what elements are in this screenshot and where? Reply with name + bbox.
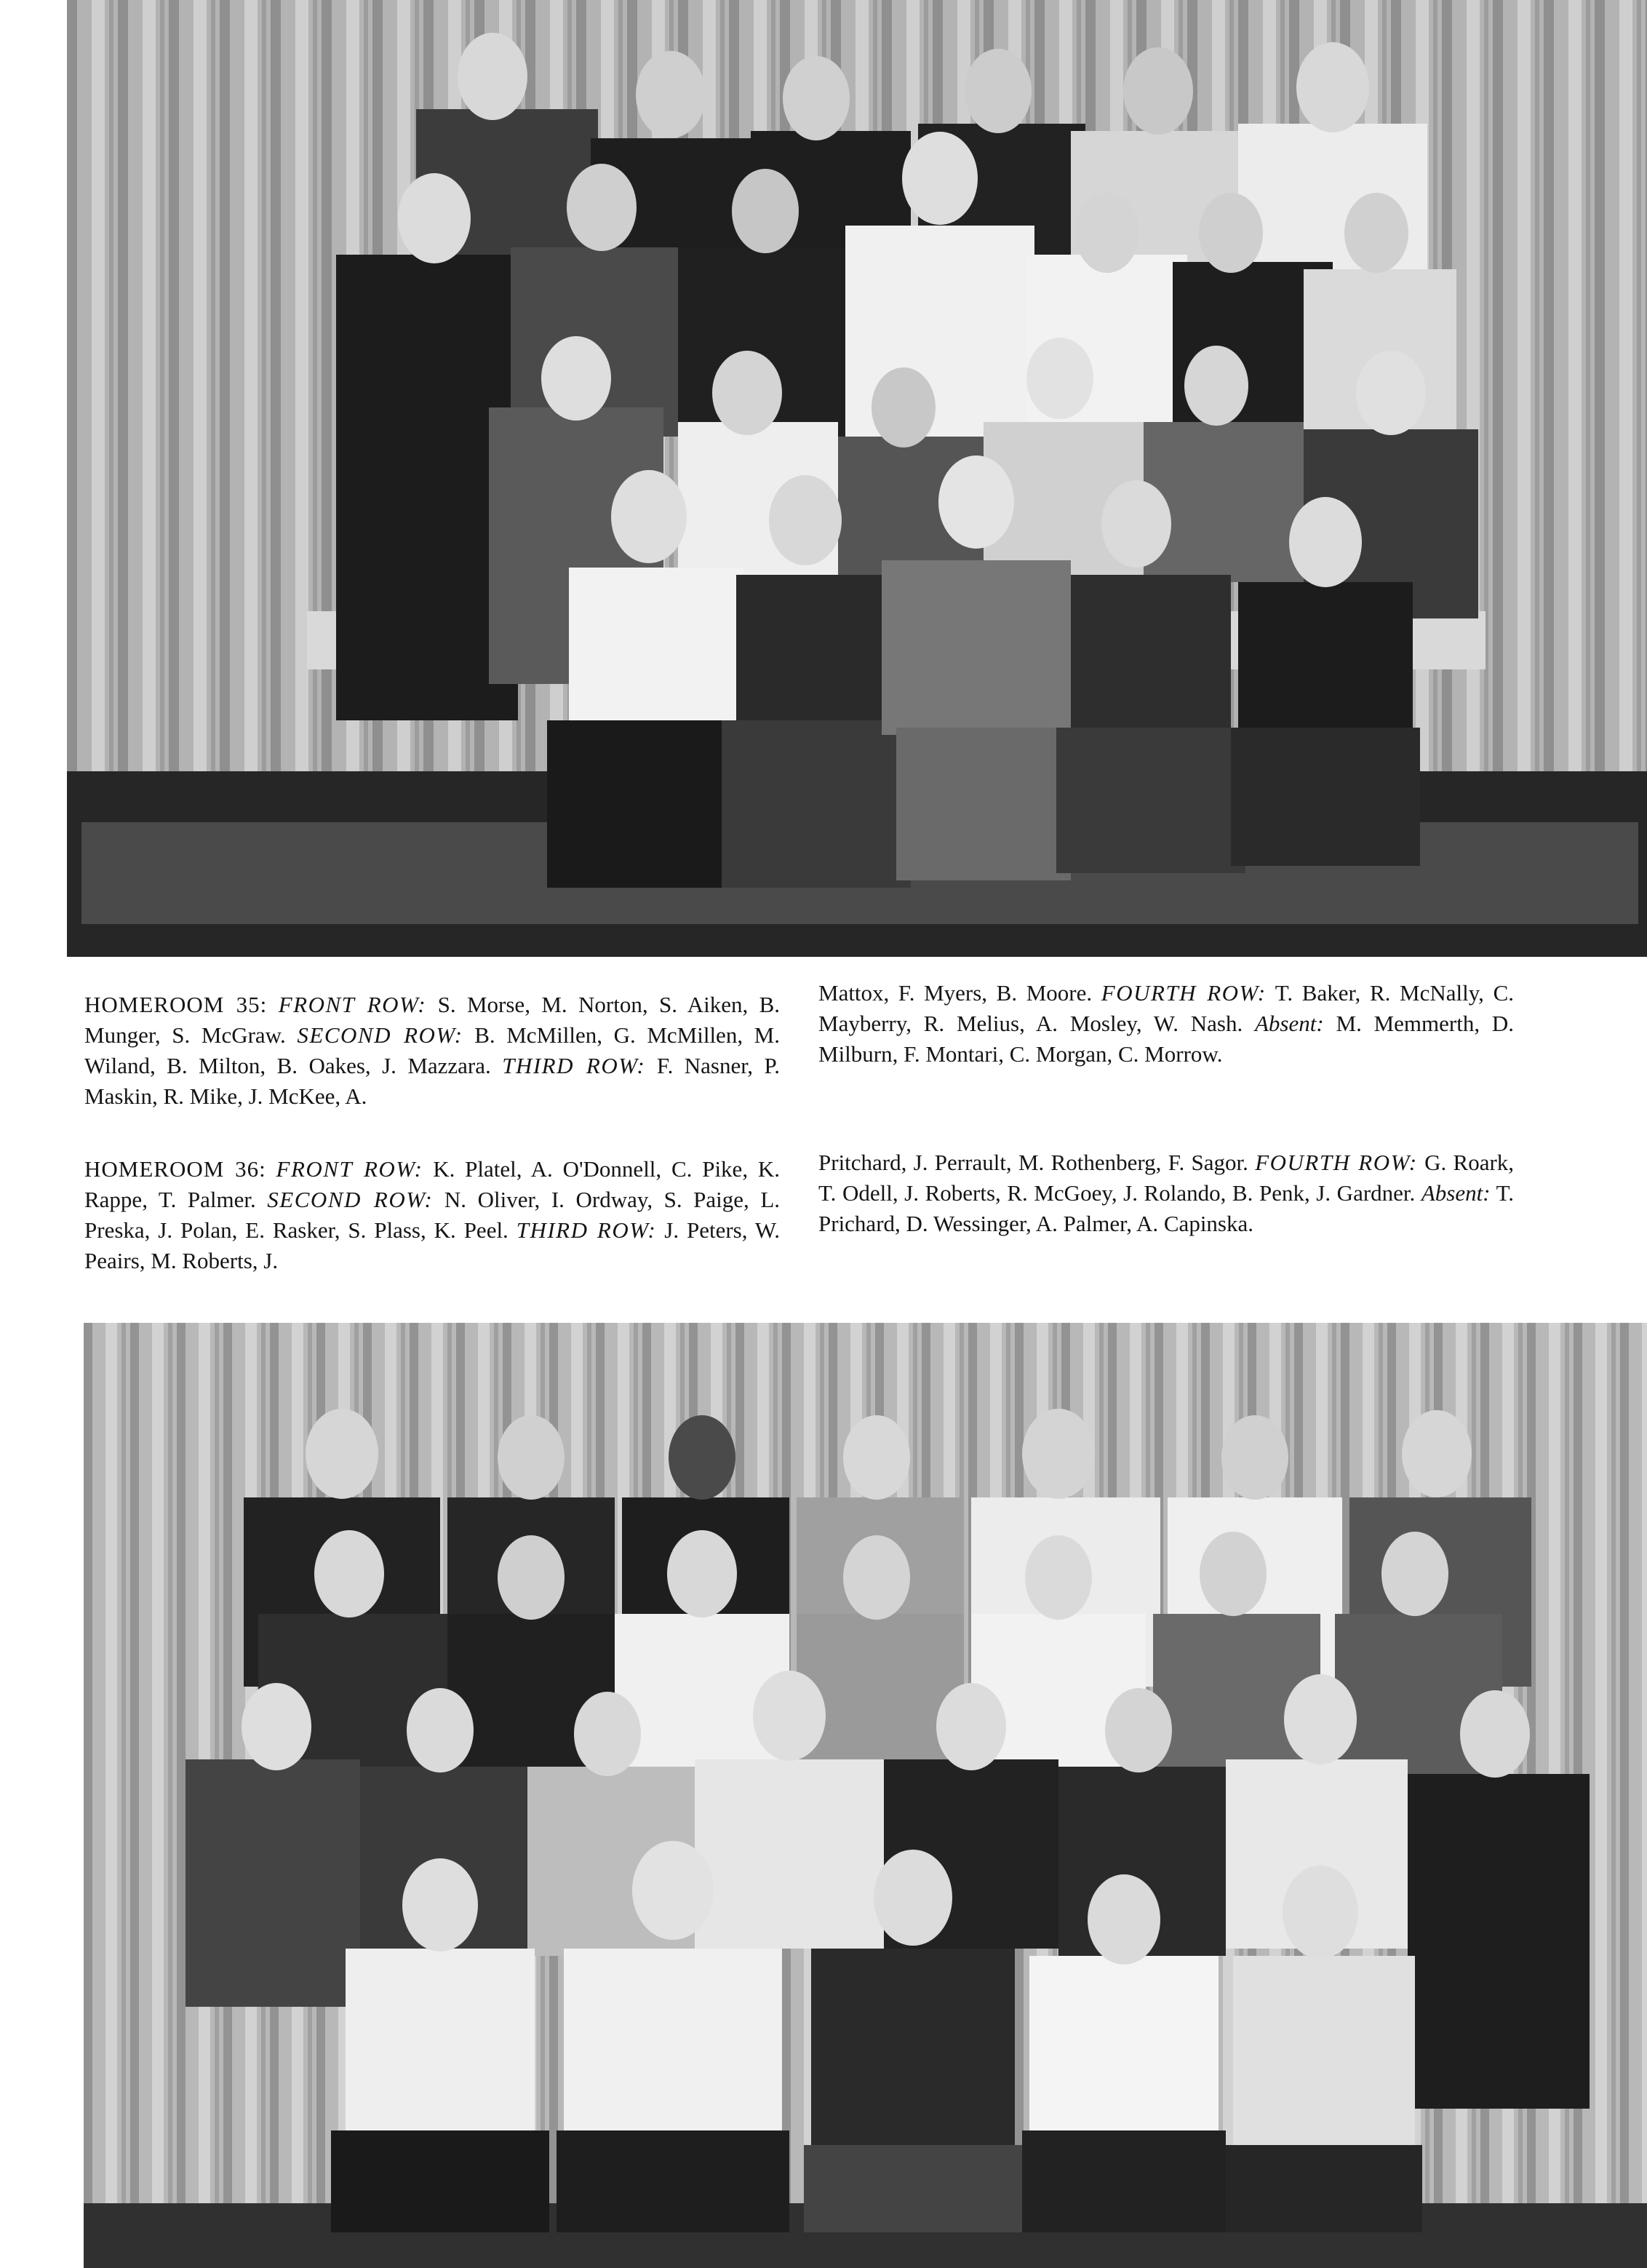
homeroom-36-second-row-names: N. Oliver, I. Ordway, S. Paige, L. Preska, J. Polan, E. Rasker, S. Plass, K. Peel. xyxy=(84,1187,781,1243)
homeroom-35-fourth-row-label: FOURTH ROW: xyxy=(1101,980,1267,1006)
homeroom-36-absent-names: T. Prichard, D. Wessinger, A. Palmer, A. Capinska. xyxy=(818,1180,1514,1236)
homeroom-36-heading: HOMEROOM 36: xyxy=(84,1156,266,1182)
homeroom-36-fourth-row-label: FOURTH ROW: xyxy=(1255,1150,1418,1175)
homeroom-36-caption-right xyxy=(818,1147,1514,1239)
homeroom-36-group-photo xyxy=(84,1323,1647,2268)
homeroom-36-front-row-label: FRONT ROW: xyxy=(276,1156,423,1182)
homeroom-36-fourth-row-names: G. Roark, T. Odell, J. Roberts, R. McGoey, J. Rolando, B. Penk, J. Gardner. xyxy=(818,1150,1515,1206)
homeroom-35-heading: HOMEROOM 35: xyxy=(84,992,268,1017)
homeroom-35-photo-drawing xyxy=(67,0,1647,957)
homeroom-35-group-photo xyxy=(67,0,1647,957)
homeroom-35-second-row-label: SECOND ROW: xyxy=(297,1022,463,1048)
homeroom-35-front-row-label: FRONT ROW: xyxy=(278,992,427,1017)
homeroom-36-caption-left xyxy=(84,1154,780,1276)
homeroom-36-photo-drawing xyxy=(84,1323,1647,2268)
homeroom-35-caption-left xyxy=(84,990,780,1112)
homeroom-35-third-row-names-end: Mattox, F. Myers, B. Moore. xyxy=(818,980,1093,1006)
homeroom-35-absent-label: Absent: xyxy=(1255,1011,1324,1036)
homeroom-36-third-row-label: THIRD ROW: xyxy=(516,1217,657,1243)
homeroom-35-front-row-names: S. Morse, M. Norton, S. Aiken, B. Munger, S. McGraw. xyxy=(84,992,781,1048)
homeroom-36-absent-label: Absent: xyxy=(1421,1180,1491,1206)
homeroom-36-front-row-names: K. Platel, A. O'Donnell, C. Pike, K. Rappe, T. Palmer. xyxy=(84,1156,781,1212)
homeroom-36-third-row-names-end: Pritchard, J. Perrault, M. Rothenberg, F. Sagor. xyxy=(818,1150,1248,1175)
homeroom-35-third-row-names-start: F. Nasner, P. Maskin, R. Mike, J. McKee, A. xyxy=(84,1053,781,1109)
homeroom-35-caption-right xyxy=(818,978,1514,1070)
homeroom-36-second-row-label: SECOND ROW: xyxy=(267,1187,434,1212)
homeroom-35-third-row-label: THIRD ROW: xyxy=(502,1053,646,1078)
homeroom-35-absent-names: M. Memmerth, D. Milburn, F. Montari, C. Morgan, C. Morrow. xyxy=(818,1011,1515,1067)
homeroom-35-second-row-names: B. McMillen, G. McMillen, M. Wiland, B. Milton, B. Oakes, J. Mazzara. xyxy=(84,1022,780,1078)
homeroom-35-fourth-row-names: T. Baker, R. McNally, C. Mayberry, R. Melius, A. Mosley, W. Nash. xyxy=(818,980,1514,1036)
homeroom-36-third-row-names-start: J. Peters, W. Peairs, M. Roberts, J. xyxy=(84,1217,780,1273)
